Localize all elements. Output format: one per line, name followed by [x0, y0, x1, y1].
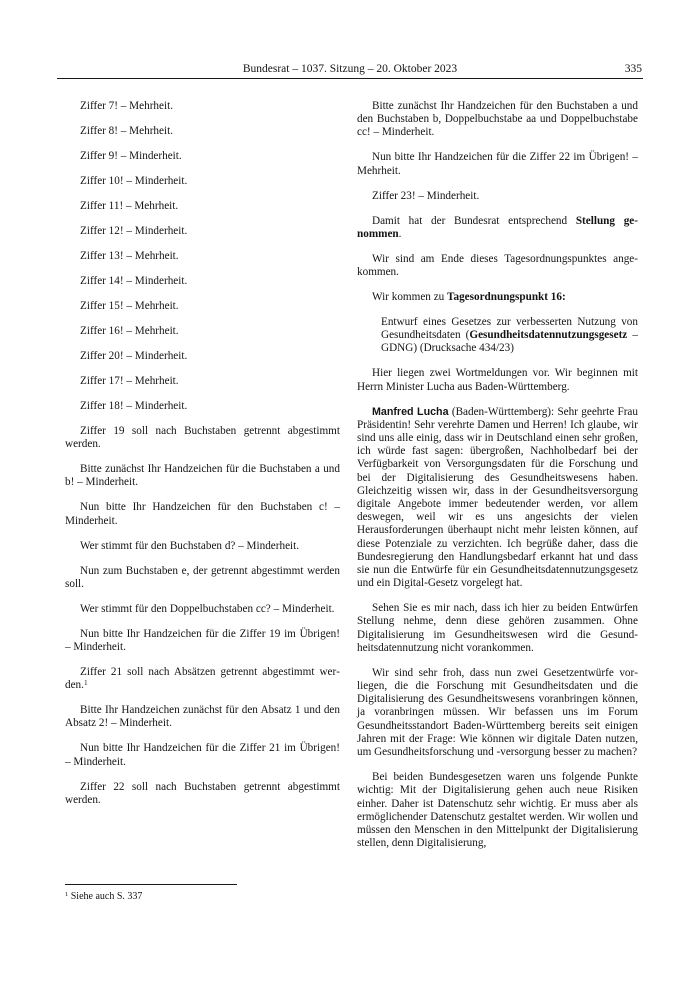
paragraph: [65, 781, 340, 807]
vote-result: [65, 400, 340, 413]
text-run: Wer stimmt für den Doppelbuchstaben cc? – Minderheit.: [80, 602, 335, 615]
vote-result: [65, 175, 340, 188]
speech-paragraph: [357, 602, 638, 655]
footnote-reference: 1: [83, 679, 88, 688]
vote-result: [65, 250, 340, 263]
vote-result: [65, 225, 340, 238]
agenda-item-title: [381, 316, 638, 356]
paragraph: [65, 540, 340, 553]
text-run: Ziffer 16! – Mehrheit.: [80, 325, 179, 337]
text-run: Ziffer 9! – Minderheit.: [80, 150, 182, 162]
paragraph: [357, 367, 638, 393]
paragraph: [65, 603, 340, 616]
speech-paragraph: [357, 771, 638, 850]
text-run: Ziffer 17! – Mehrheit.: [80, 375, 179, 387]
text-run: Ziffer 19 soll nach Buchstaben getrennt abgestimmt werden.: [65, 425, 340, 451]
vote-result: [65, 375, 340, 388]
text-run: Damit hat der Bundesrat entsprechend: [372, 214, 576, 227]
left-column: [65, 100, 340, 862]
paragraph: [65, 628, 340, 654]
text-run: – GDNG) (Drucksache 434/23): [381, 329, 638, 355]
text-run: Ziffer 10! – Minderheit.: [80, 175, 188, 187]
text-run: Ziffer 7! – Mehrheit.: [80, 100, 173, 112]
vote-result: [65, 125, 340, 138]
vote-result: [65, 275, 340, 288]
text-run: Ziffer 23! – Minderheit.: [372, 189, 480, 202]
text-run: Ziffer 21 soll nach Absätzen getrennt abgestimmt werden.: [65, 666, 340, 692]
text-run: Bitte zunächst Ihr Handzeichen für die Buchstaben a und b! – Minderheit.: [65, 463, 340, 489]
text-run: Ziffer 18! – Minderheit.: [80, 400, 188, 412]
text-run: Sehen Sie es mir nach, dass ich hier zu beiden Entwürfen Stellung nehme, denn diese gehören zusammen. Ohne Digitalisierung im Gesundheitswesen wird die Gesundheitsdatennutzung nicht vorankommen.: [357, 602, 638, 654]
page-number: 335: [624, 63, 642, 75]
emphasis-text: Stellung genommen: [357, 214, 638, 240]
text-run: Entwurf eines Gesetzes zur verbesserten Nutzung von Gesundheitsdaten (: [381, 316, 638, 342]
paragraph: [65, 501, 340, 527]
text-run: Wer stimmt für den Buchstaben d? – Minderheit.: [80, 539, 300, 552]
text-run: Bei beiden Bundesgesetzen waren uns folgende Punkte wichtig: Mit der Digitalisierung gehen auch neue Risiken einher. Daher ist Datenschutz sehr wichtig. Er muss aber als ermöglichender Datenschutz gestaltet werden. Wir wollen und müssen den Menschen in den Mittelpunkt der Digitalisierung stellen, denn Digitalisierung,: [357, 771, 638, 850]
text-run: Bitte Ihr Handzeichen zunächst für den Absatz 1 und den Absatz 2! – Minderheit.: [65, 704, 340, 730]
vote-result: [65, 200, 340, 213]
footnote-text-line: [65, 891, 340, 903]
paragraph: [357, 100, 638, 140]
footnote-marker: 1: [65, 891, 69, 899]
paragraph: [65, 565, 340, 591]
paragraph: [357, 253, 638, 279]
vote-result: [65, 325, 340, 338]
paragraph: [65, 742, 340, 768]
right-column: [357, 100, 638, 862]
paragraph: [357, 151, 638, 177]
text-run: Bitte zunächst Ihr Handzeichen für den Buchstaben a und den Buchstaben b, Doppelbuchstabe aa und Doppelbuchstabe cc! – Minderheit.: [357, 100, 638, 139]
text-run: (Baden-Württemberg): Sehr geehrte Frau Präsidentin! Sehr verehrte Damen und Herren! Ich glaube, wir sind uns alle einig, dass wir in Deutschland einen sehr großen, ich würde fast sagen: übergroßen, Nachholbedarf bei der Verfügbarkeit von Versorgungsdaten für die Forschung und bei der Digitalisierung des Gesundheitswesens haben. Gleichzeitig wissen wir, dass in der Gesundheitsversorgung digitale Angebote immer bedeutender werden, vor allem deswegen, weil wir es uns angesichts der vielen Herausforderungen überhaupt nicht mehr leisten können, auf diese Potenziale zu verzichten. Ich begrüße daher, dass die Bundesregierung den Handlungsbedarf erkannt hat und dass sie nun die Entwürfe für ein Gesundheitsdatennutzungsgesetz und ein Digital-Gesetz vorgelegt hat.: [357, 405, 638, 590]
vote-result: [65, 100, 340, 113]
text-run: Ziffer 13! – Mehrheit.: [80, 250, 179, 262]
text-run: .: [398, 227, 402, 240]
text-run: Wir sind sehr froh, dass nun zwei Gesetzentwürfe vorliegen, die die Forschung mit Gesundheitsdaten und die Digitalisierung des Gesundheitswesens voranbringen können, ja voranbringen müssen. Wir befassen uns im Forum Gesundheitsstandort Baden-Württemberg bereits seit einigen Jahren mit der Frage: Wie können wir digitale Daten nutzen, um Gesundheitsforschung und -versorgung besser zu machen?: [357, 666, 638, 759]
paragraph: [65, 425, 340, 451]
text-run: Ziffer 11! – Mehrheit.: [80, 200, 179, 212]
text-run: Nun bitte Ihr Handzeichen für die Ziffer 22 im Übrigen! – Mehrheit.: [357, 151, 638, 177]
text-columns: [65, 100, 638, 862]
text-run: Nun zum Buchstaben e, der getrennt abgestimmt werden soll.: [65, 564, 340, 590]
text-run: Ziffer 20! – Minderheit.: [80, 350, 188, 362]
vote-result: [65, 350, 340, 363]
emphasis-text: Manfred Lucha: [372, 405, 449, 418]
footnote-separator: [65, 884, 237, 885]
vote-result: [65, 150, 340, 163]
text-run: Ziffer 8! – Mehrheit.: [80, 125, 173, 137]
emphasis-text: Tagesordnungspunkt 16:: [447, 291, 566, 304]
text-run: Wir sind am Ende dieses Tagesordnungspunktes angekommen.: [357, 252, 638, 279]
text-run: Ziffer 15! – Mehrheit.: [80, 300, 179, 312]
paragraph: [65, 463, 340, 489]
paragraph: [65, 666, 340, 692]
page-header: [57, 62, 643, 79]
emphasis-text: Gesundheitsdatennutzungsgesetz: [469, 329, 628, 342]
text-run: Ziffer 22 soll nach Buchstaben getrennt abgestimmt werden.: [65, 780, 340, 806]
paragraph: [357, 215, 638, 241]
text-run: Nun bitte Ihr Handzeichen für die Ziffer 21 im Übrigen! – Minderheit.: [65, 742, 340, 768]
text-run: Ziffer 12! – Minderheit.: [80, 225, 188, 237]
footnote: [65, 884, 340, 903]
text-run: Nun bitte Ihr Handzeichen für die Ziffer 19 im Übrigen! – Minderheit.: [65, 627, 340, 654]
text-run: Ziffer 14! – Minderheit.: [80, 275, 188, 287]
text-run: Nun bitte Ihr Handzeichen für den Buchstaben c! – Minderheit.: [65, 501, 340, 527]
footnote-text: Siehe auch S. 337: [70, 891, 143, 902]
paragraph: [357, 291, 638, 304]
vote-result: [357, 190, 638, 203]
speech-paragraph: [357, 667, 638, 759]
vote-result: [65, 300, 340, 313]
text-run: Hier liegen zwei Wortmeldungen vor. Wir beginnen mit Herrn Minister Lucha aus Baden-Württemberg.: [357, 367, 638, 393]
header-title: Bundesrat – 1037. Sitzung – 20. Oktober 2023: [242, 63, 458, 75]
text-run: Wir kommen zu: [372, 291, 448, 304]
paragraph: [65, 704, 340, 730]
speech-paragraph: [357, 406, 638, 591]
